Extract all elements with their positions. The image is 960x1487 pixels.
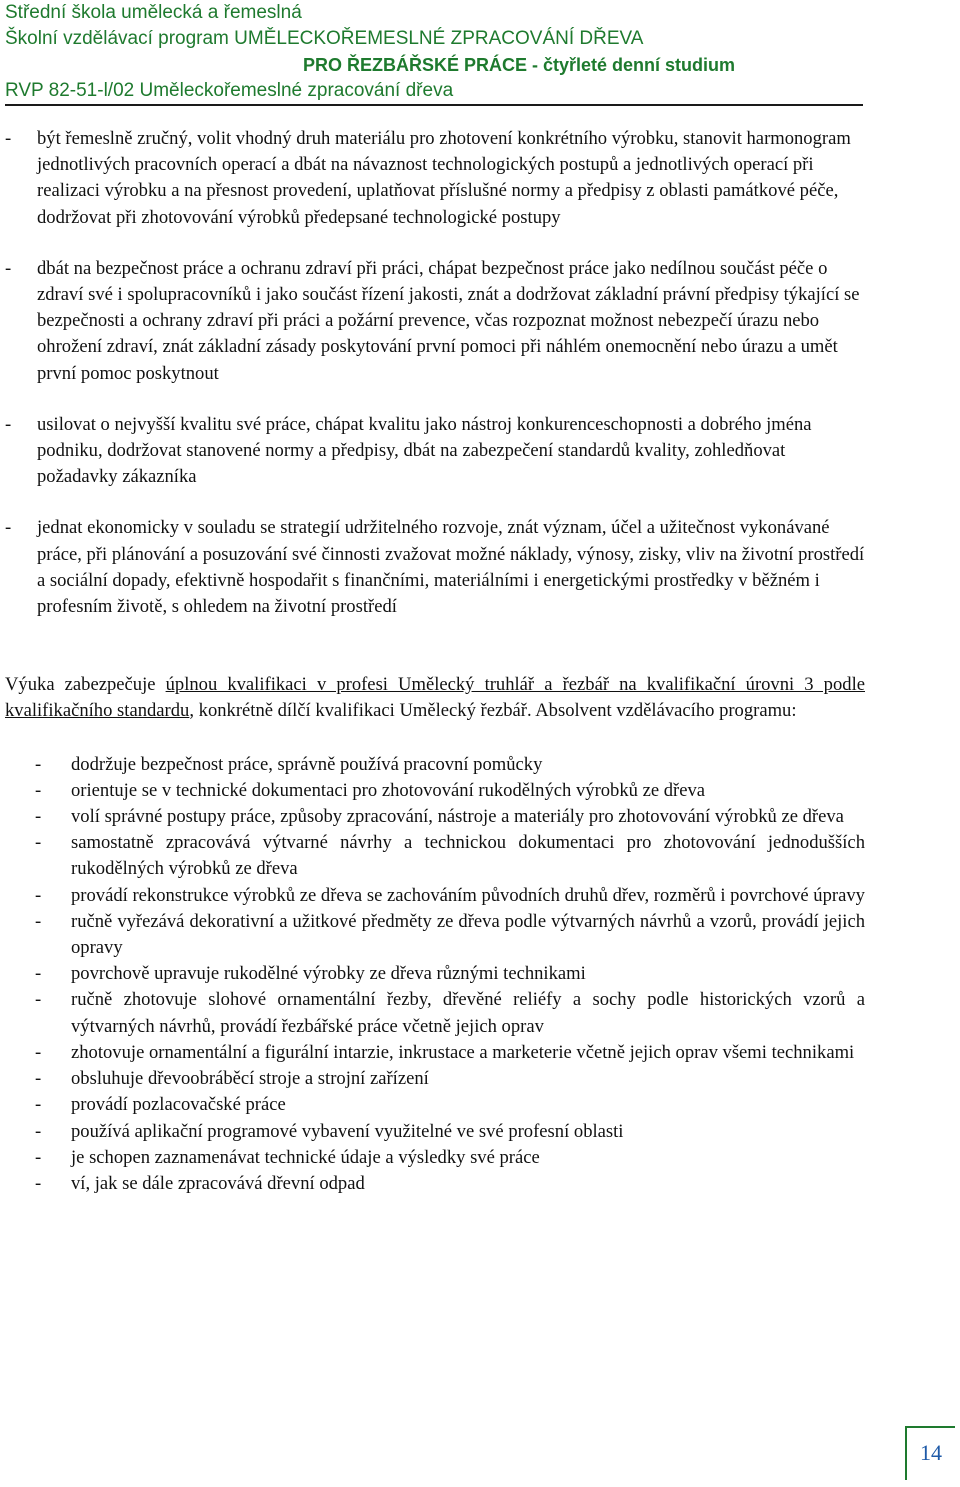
outcome-item [5,961,865,987]
list-dash: - [35,884,42,906]
list-dash: - [35,832,42,854]
requirement-text: usilovat o nejvyšší kvalitu své práce, chápat kvalitu jako nástroj konkurenceschopnosti a dobrého jména podniku, dodržovat stanovené normy a předpisy, dbát na zabezpečení standardů kvality, zohledňovat požadavky zákazníka [37,413,812,488]
outcome-text: provádí rekonstrukce výrobků ze dřeva se zachováním původních druhů dřev, rozměrů i povrchové úpravy [71,884,865,906]
list-dash: - [35,963,42,985]
list-dash: - [35,1068,42,1090]
header-divider [5,104,863,106]
requirement-item [5,515,865,620]
program-title: Školní vzdělávací program UMĚLECKOŘEMESLNÉ ZPRACOVÁNÍ DŘEVA [5,28,644,49]
rvp-code: RVP 82-51-l/02 Uměleckořemeslné zpracování dřeva [5,80,454,101]
list-dash: - [5,413,12,435]
list-dash: - [5,128,12,149]
intro-prefix: Výuka zabezpečuje [5,674,166,696]
list-dash: - [35,779,42,801]
outcome-item [5,1040,865,1066]
page-header [5,0,863,104]
outcome-text: používá aplikační programové vybavení využitelné ve své profesní oblasti [71,1120,624,1142]
list-dash: - [35,1094,42,1116]
qualification-paragraph [5,672,865,724]
requirement-text: jednat ekonomicky v souladu se strategií udržitelného rozvoje, znát význam, účel a užitečnost vykonávané práce, při plánování a posuzování své činnosti zvažovat možné náklady, výnosy, zisky, vliv na životní prostředí a sociální dopady, efektivně hospodařit s finančními, materiálními i energetickými prostředky v běžném i profesním životě, s ohledem na životní prostředí [37,517,865,618]
outcome-text: provádí pozlacovačské práce [71,1094,286,1116]
list-dash: - [35,1146,42,1168]
outcomes-list [5,752,865,1197]
page-number-box [905,1426,955,1480]
document-body [5,126,865,1197]
outcome-text: volí správné postupy práce, způsoby zpracování, nástroje a materiály pro zhotovování výrobků ze dřeva [71,806,844,828]
outcome-text: povrchově upravuje rukodělné výrobky ze dřeva různými technikami [71,963,586,985]
outcome-text: je schopen zaznamenávat technické údaje a výsledky své práce [71,1146,540,1168]
outcome-text: ručně vyřezává dekorativní a užitkové předměty ze dřeva podle výtvarných návrhů a vzorů, provádí jejich opravy [71,910,865,959]
school-name: Střední škola umělecká a řemeslná [5,2,302,23]
outcome-item [5,804,865,830]
list-dash: - [5,517,12,539]
outcome-text: ručně zhotovuje slohové ornamentální řezby, dřevěné reliéfy a sochy podle historických vzorů a výtvarných návrhů, provádí řezbářské práce včetně jejich oprav [71,989,865,1037]
outcome-item [5,1171,865,1197]
outcome-item [5,909,865,961]
list-dash: - [35,753,42,775]
outcome-text: samostatně zpracovává výtvarné návrhy a technickou dokumentaci pro zhotovování jednodušších rukodělných výrobků ze dřeva [71,832,865,880]
requirement-text: dbát na bezpečnost práce a ochranu zdraví při práci, chápat bezpečnost práce jako nedílnou součást péče o zdraví své i spolupracovníků i jako součást řízení jakosti, znát a dodržovat základní právní předpisy týkající se bezpečnosti a ochrany zdraví při práci a požární prevence, včas rozpoznat možnost nebezpečí úrazu nebo ohrožení zdraví, znát základní zásady poskytování první pomoci při náhlém onemocnění nebo úrazu a umět první pomoc poskytnout [37,257,860,384]
requirements-list [5,126,865,620]
qualification-underlined: úplnou kvalifikaci v profesi Umělecký truhlář a řezbář na kvalifikační úrovni 3 podle kvalifikačního standardu [5,674,865,722]
outcome-text: dodržuje bezpečnost práce, správně používá pracovní pomůcky [71,753,543,775]
list-dash: - [35,1120,42,1142]
program-subtitle: PRO ŘEZBÁŘSKÉ PRÁCE - čtyřleté denní studium [302,55,735,75]
requirement-item [5,126,865,231]
outcome-text: orientuje se v technické dokumentaci pro zhotovování rukodělných výrobků ze dřeva [71,779,706,801]
list-dash: - [35,910,42,932]
intro-suffix: , konkrétně dílčí kvalifikaci Umělecký řezbář. Absolvent vzdělávacího programu: [189,700,797,722]
list-dash: - [5,257,12,279]
requirement-item [5,256,865,387]
outcome-item [5,987,865,1039]
outcome-item [5,1119,865,1145]
list-dash: - [35,1041,42,1063]
outcome-item [5,1066,865,1092]
page-number: 14 [920,1440,942,1465]
outcome-text: zhotovuje ornamentální a figurální intarzie, inkrustace a marketerie včetně jejich oprav všemi technikami [71,1041,855,1063]
requirement-text: být řemeslně zručný, volit vhodný druh materiálu pro zhotovení konkrétního výrobku, stanovit harmonogram jednotlivých pracovních operací a dbát na návaznost technologických postupů a jednotlivých operací při realizaci výrobku a na přesnost provedení, uplatňovat příslušné normy a předpisy z oblasti památkové péče, dodržovat při zhotovování výrobků předepsané technologické postupy [37,128,851,228]
list-dash: - [35,806,42,828]
outcome-text: ví, jak se dále zpracovává dřevní odpad [71,1172,365,1194]
list-dash: - [35,989,42,1011]
outcome-text: obsluhuje dřevoobráběcí stroje a strojní zařízení [71,1068,429,1090]
outcome-item [5,778,865,804]
outcome-item [5,883,865,909]
requirement-item [5,412,865,491]
outcome-item [5,830,865,882]
outcome-item [5,752,865,778]
outcome-item [5,1092,865,1118]
list-dash: - [35,1172,42,1194]
outcome-item [5,1145,865,1171]
